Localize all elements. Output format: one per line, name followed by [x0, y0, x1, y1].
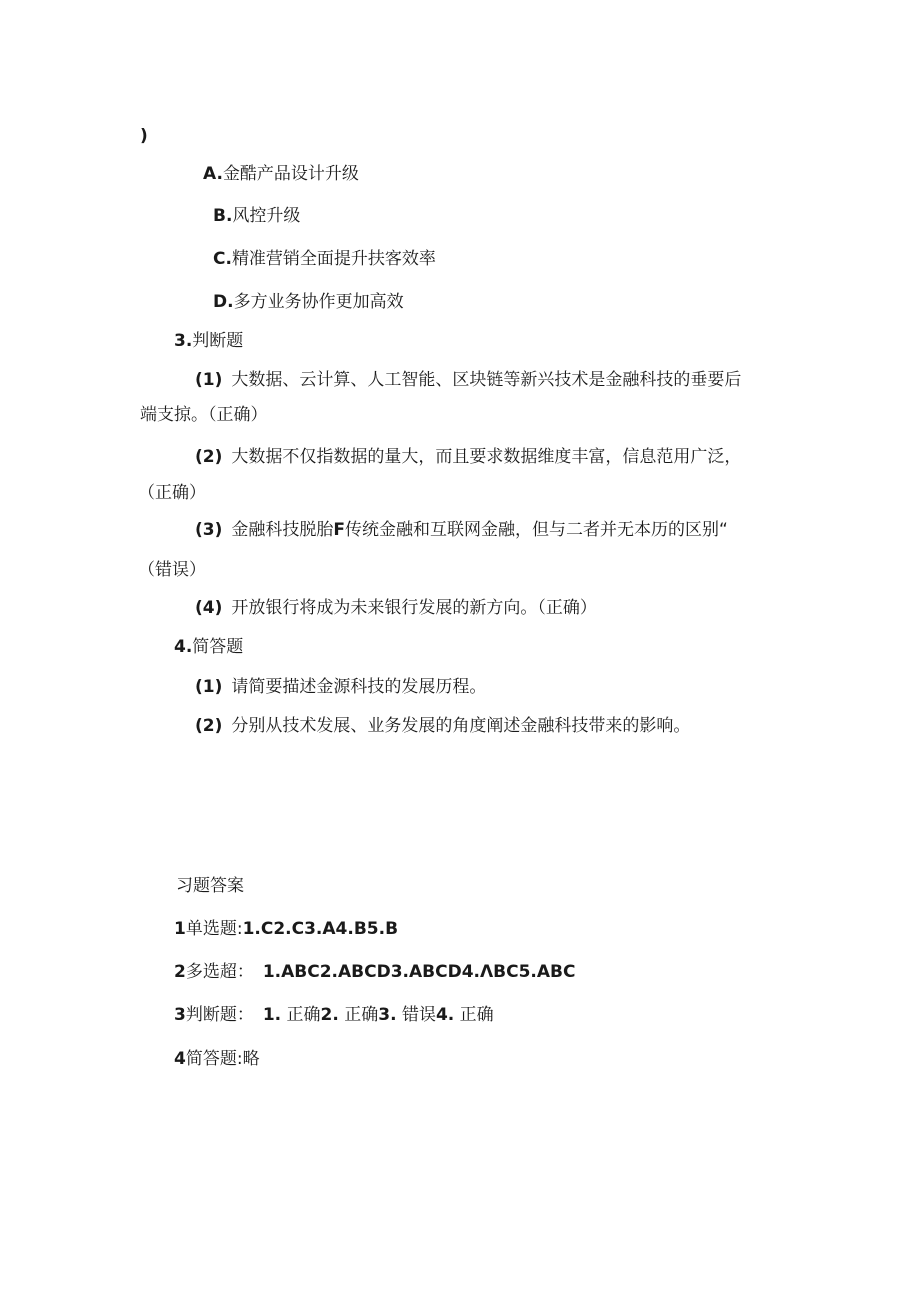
- answer-part-number: 1.: [262, 1005, 282, 1025]
- option-label: B.: [213, 206, 233, 226]
- answer-part-text: 正确: [454, 1005, 494, 1025]
- answer-part-number: 2.: [320, 1005, 339, 1025]
- answer-value: 1.C2.C3.A4.B5.B: [242, 919, 399, 939]
- item-number: (3): [195, 520, 223, 540]
- short-item-2: [195, 718, 690, 735]
- judge-item-3-cont: （错误）: [138, 560, 206, 580]
- option-text: 金酷产品设计升级: [222, 164, 359, 184]
- answer-label: 判断题：: [185, 1005, 254, 1025]
- item-number: (1): [195, 677, 223, 697]
- item-number: (4): [195, 598, 223, 618]
- option-text: 风控升级: [232, 206, 301, 226]
- answer-number: 4: [174, 1049, 186, 1069]
- item-number: (1): [195, 370, 223, 390]
- item-text: 大数据不仅指数据的量大，而且要求数据维度丰富，信息范用广泛，: [231, 447, 742, 467]
- answer-short: [174, 1051, 260, 1068]
- judge-item-2-cont: （正确）: [138, 483, 206, 503]
- item-text: 分别从技术发展、业务发展的角度阐述金融科技带来的影响。: [231, 716, 691, 736]
- short-item-1: [195, 679, 486, 696]
- answer-multi-choice: [174, 964, 575, 981]
- section-number: 4.: [174, 637, 193, 657]
- judge-item-2: [195, 449, 741, 466]
- item-text-ocr-f: F: [333, 520, 345, 540]
- section-heading-judge: [174, 333, 243, 350]
- item-text: 传统金融和互联网金融，但与二者并无本历的区别“: [345, 520, 728, 540]
- option-text: 多方业务协作更加高效: [233, 292, 404, 312]
- answer-label: 简答题:: [185, 1049, 243, 1069]
- answer-judge: [174, 1007, 494, 1024]
- section-heading-short: [174, 639, 243, 656]
- answer-number: 2: [174, 962, 186, 982]
- answer-part-text: 错误: [396, 1005, 436, 1025]
- judge-item-4: [195, 600, 597, 617]
- item-text: 金融科技脱胎: [231, 520, 334, 540]
- item-number: (2): [195, 447, 223, 467]
- option-label: A.: [203, 164, 223, 184]
- answer-single-choice: [174, 921, 398, 938]
- answers-title: 习题答案: [176, 876, 244, 896]
- section-number: 3.: [174, 331, 193, 351]
- judge-item-3: [195, 522, 728, 539]
- answer-part-number: 3.: [378, 1005, 397, 1025]
- option-b: [213, 208, 300, 225]
- answer-value: 1.ABC2.ABCD3.ABCD4.ΛBC5.ABC: [262, 962, 576, 982]
- option-text: 精准营销全面提升扶客效率: [231, 249, 436, 269]
- answer-part-number: 4.: [435, 1005, 455, 1025]
- answer-part-text: 正确: [338, 1005, 379, 1025]
- answer-label: 单选题:: [185, 919, 243, 939]
- option-label: D.: [213, 292, 234, 312]
- judge-item-1: [195, 372, 741, 389]
- answer-part-text: 正确: [281, 1005, 321, 1025]
- stray-paren: ): [140, 126, 148, 146]
- option-d: [213, 294, 404, 311]
- judge-item-1-cont: 端支掠。（正确）: [140, 405, 268, 425]
- section-title: 简答题: [192, 637, 244, 657]
- answer-label: 多选超：: [185, 962, 254, 982]
- item-text: 开放银行将成为未来银行发展的新方向。（正确）: [231, 598, 597, 618]
- option-c: [213, 251, 436, 268]
- item-text: 请简要描述金源科技的发展历程。: [231, 677, 487, 697]
- section-title: 判断题: [192, 331, 244, 351]
- option-a: [203, 166, 359, 183]
- answer-number: 1: [174, 919, 186, 939]
- item-text: 大数据、云计算、人工智能、区块链等新兴技术是金融科技的垂要后: [231, 370, 742, 390]
- item-number: (2): [195, 716, 223, 736]
- option-label: C.: [213, 249, 232, 269]
- answer-value: 略: [242, 1049, 260, 1069]
- answer-number: 3: [174, 1005, 186, 1025]
